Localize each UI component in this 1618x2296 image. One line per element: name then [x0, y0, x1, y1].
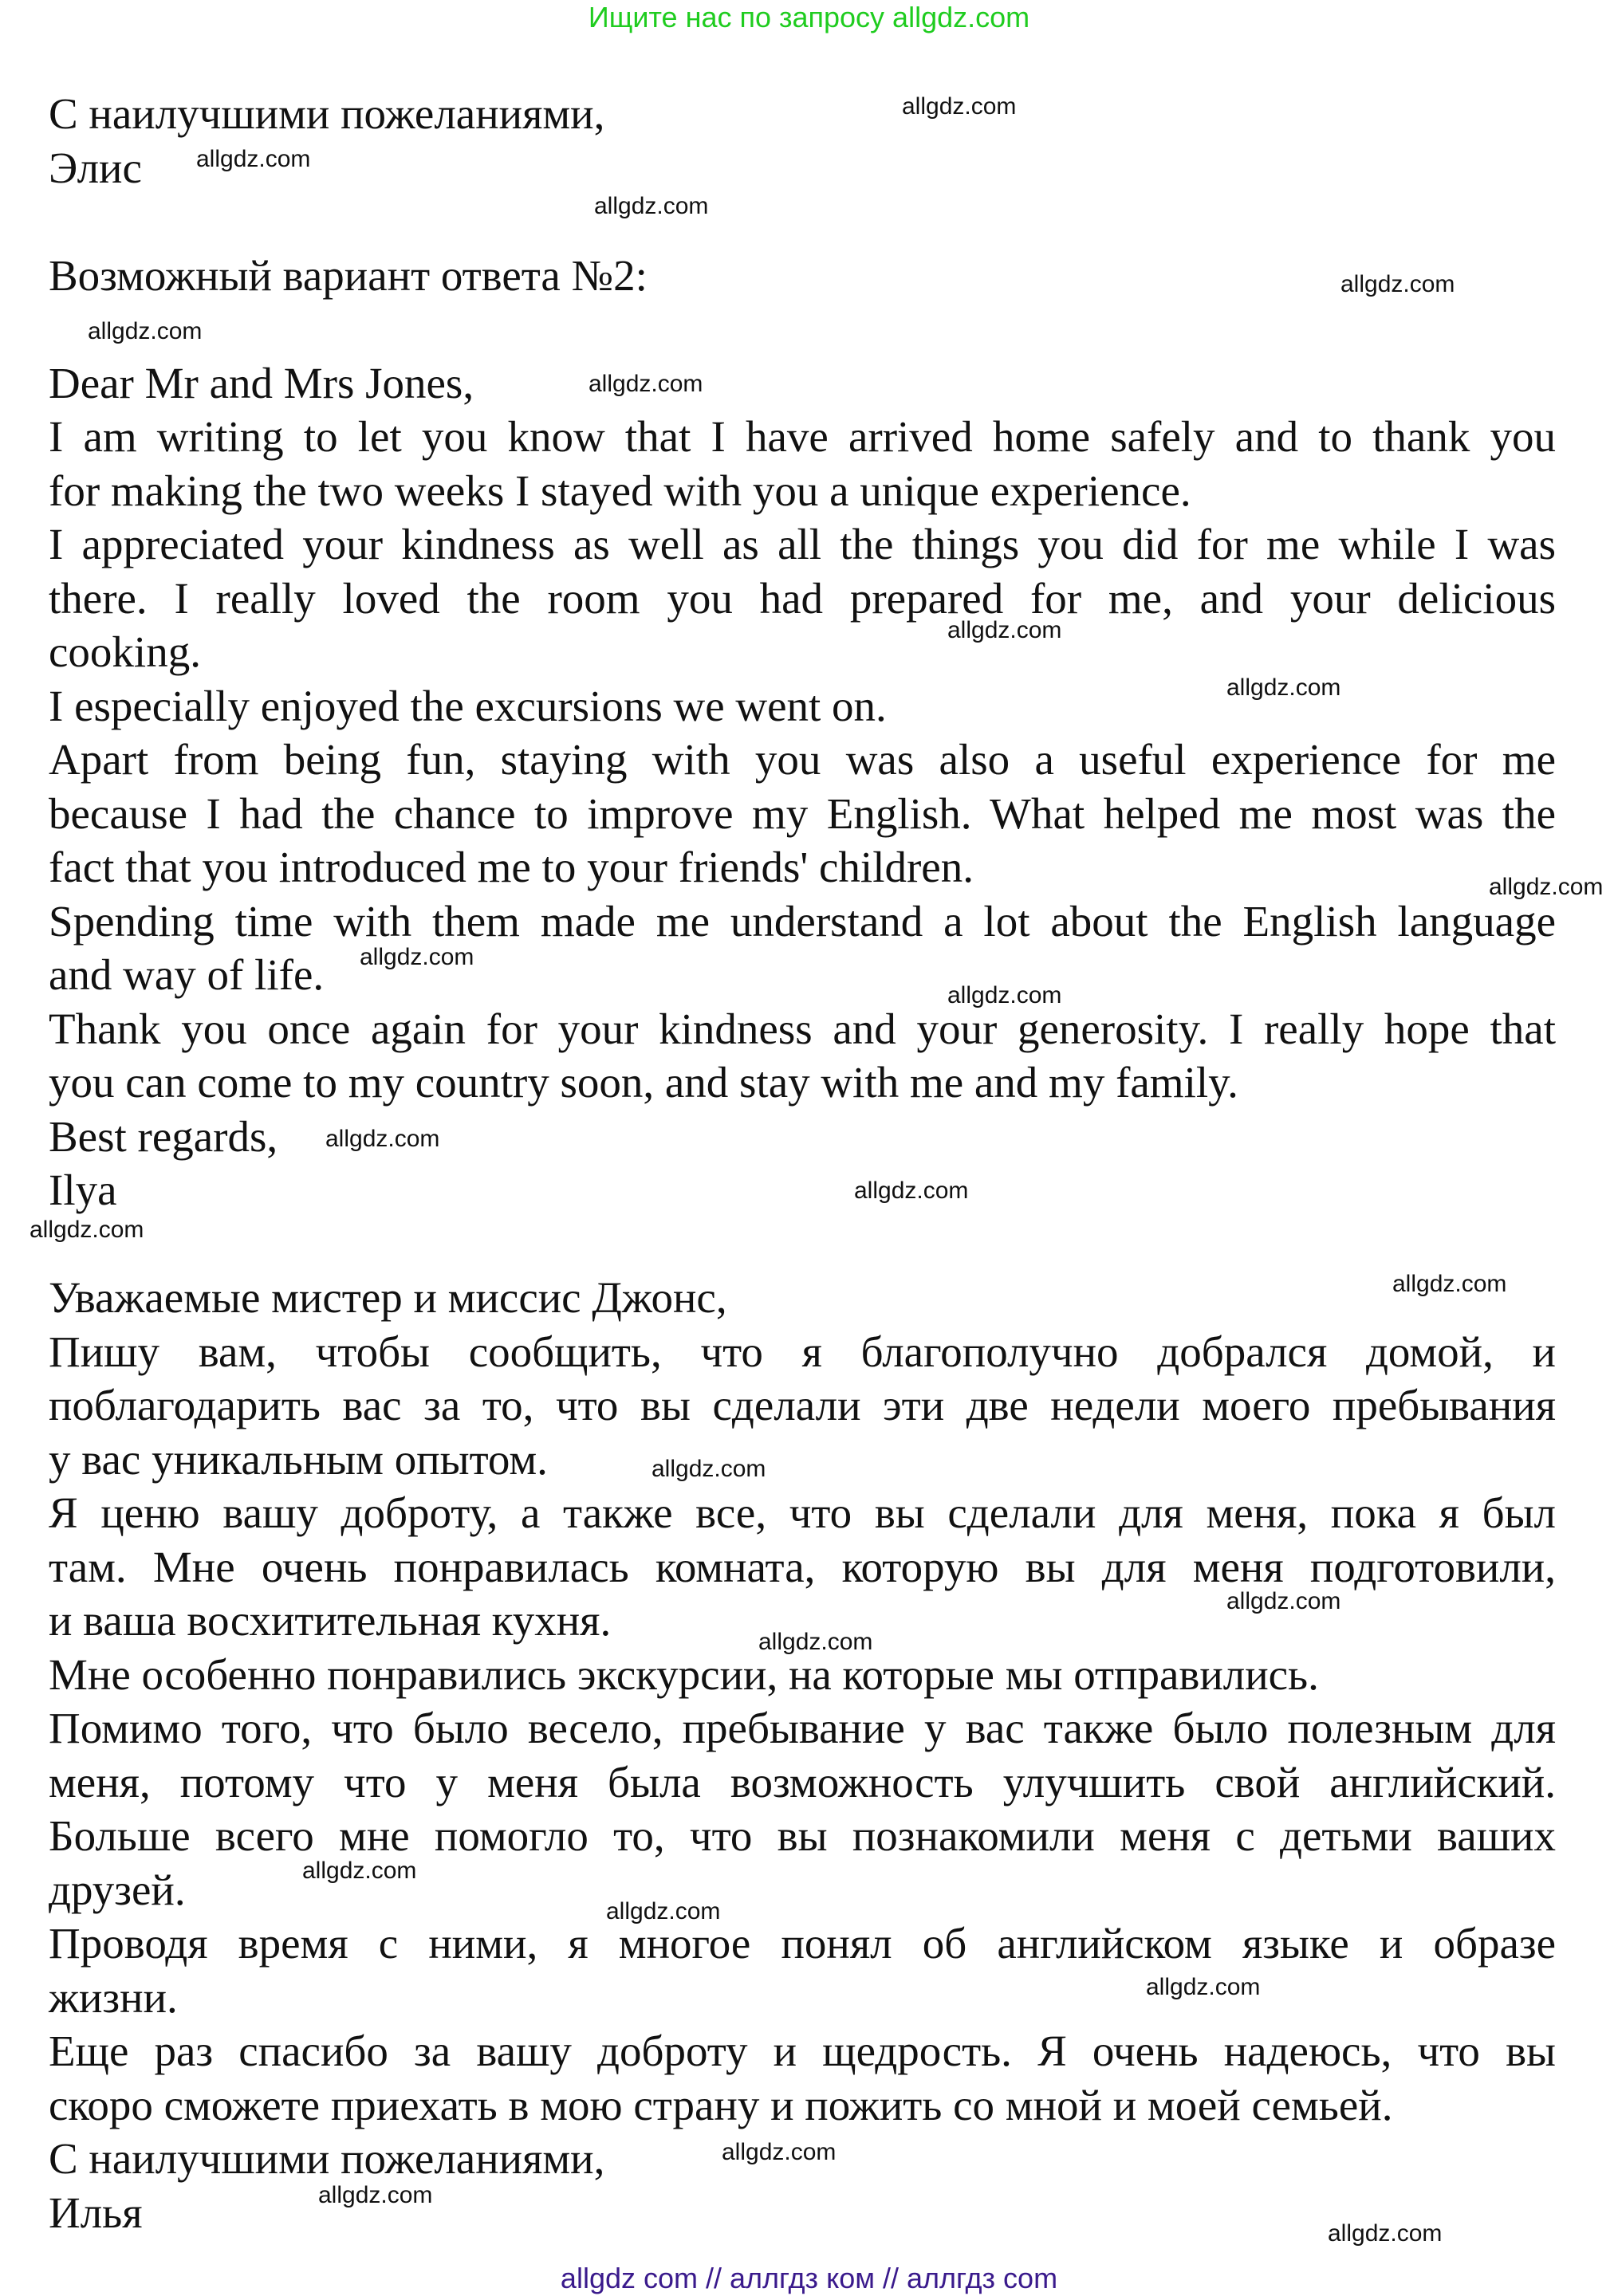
- text-line: Проводя время с ними, я многое понял об английском языке и образе: [49, 1919, 1556, 1968]
- text-line: fact that you introduced me to your friends' children.: [49, 843, 974, 891]
- text-line: Больше всего мне помогло то, что вы познакомили меня с детьми ваших: [49, 1811, 1556, 1860]
- watermark: allgdz.com: [1226, 674, 1341, 701]
- text-line: Я ценю вашу доброту, а также все, что вы сделали для меня, пока я был: [49, 1488, 1556, 1537]
- text-line: I appreciated your kindness as well as all the things you did for me while I was: [49, 520, 1556, 568]
- watermark: allgdz.com: [589, 371, 703, 397]
- text-line: I especially enjoyed the excursions we went on.: [49, 681, 887, 730]
- paragraph: [49, 1002, 1556, 1110]
- watermark: allgdz.com: [1340, 271, 1455, 297]
- blank-line: [49, 1217, 1556, 1272]
- search-promo-header: Ищите нас по запросу allgdz.com: [588, 1, 1030, 33]
- watermark: allgdz.com: [325, 1126, 440, 1152]
- watermark: allgdz.com: [758, 1629, 873, 1655]
- watermark: allgdz.com: [947, 617, 1062, 643]
- text-line: Еще раз спасибо за вашу доброту и щедрость. Я очень надеюсь, что вы: [49, 2027, 1556, 2075]
- text-line: Возможный вариант ответа №2:: [49, 250, 648, 300]
- paragraph: [49, 1163, 1556, 1217]
- text-line: жизни.: [49, 1972, 178, 2022]
- paragraph: [49, 87, 1556, 141]
- text-line: Илья: [49, 2188, 143, 2237]
- site-footer-links[interactable]: allgdz com // аллгдз ком // аллгдз com: [560, 2262, 1058, 2294]
- paragraph: [49, 1701, 1556, 1917]
- text-line: С наилучшими пожеланиями,: [49, 89, 605, 138]
- watermark: allgdz.com: [606, 1898, 721, 1924]
- text-line: и ваша восхитительная кухня.: [49, 1596, 612, 1645]
- text-line: for making the two weeks I stayed with you a unique experience.: [49, 466, 1191, 515]
- text-line: друзей.: [49, 1865, 186, 1914]
- paragraph: [49, 2024, 1556, 2132]
- text-line: Ilya: [49, 1166, 117, 1214]
- text-line: Уважаемые мистер и миссис Джонс,: [49, 1273, 727, 1322]
- paragraph: [49, 733, 1556, 894]
- watermark: allgdz.com: [947, 982, 1062, 1008]
- text-line: I am writing to let you know that I have arrived home safely and to thank you: [49, 412, 1556, 461]
- watermark: allgdz.com: [1226, 1588, 1341, 1614]
- letter-text: [49, 87, 1556, 2239]
- watermark: allgdz.com: [1392, 1271, 1507, 1297]
- paragraph: [49, 517, 1556, 679]
- text-line: Элис: [49, 143, 142, 192]
- paragraph: [49, 1325, 1556, 1487]
- paragraph: [49, 1486, 1556, 1648]
- paragraph: [49, 249, 1556, 303]
- text-line: and way of life.: [49, 950, 325, 999]
- paragraph: [49, 1271, 1556, 1325]
- text-line: Best regards,: [49, 1111, 278, 1161]
- watermark: allgdz.com: [30, 1217, 144, 1243]
- paragraph: [49, 1917, 1556, 2024]
- text-line: there. I really loved the room you had prepared for me, and your delicious: [49, 573, 1556, 623]
- text-line: Apart from being fun, staying with you was also a useful experience for me: [49, 735, 1556, 784]
- text-line: у вас уникальным опытом.: [49, 1434, 548, 1484]
- watermark: allgdz.com: [318, 2182, 433, 2208]
- watermark: allgdz.com: [652, 1456, 766, 1482]
- text-line: С наилучшими пожеланиями,: [49, 2134, 605, 2183]
- text-line: там. Мне очень понравилась комната, которую вы для меня подготовили,: [49, 1542, 1556, 1591]
- text-line: you can come to my country soon, and stay with me and my family.: [49, 1058, 1238, 1107]
- text-line: поблагодарить вас за то, что вы сделали эти две недели моего пребывания: [49, 1381, 1556, 1429]
- text-line: Thank you once again for your kindness and your generosity. I really hope that: [49, 1004, 1556, 1053]
- text-line: Пишу вам, чтобы сообщить, что я благополучно добрался домой, и: [49, 1327, 1556, 1376]
- text-line: скоро сможете приехать в мою страну и пожить со мной и моей семьей.: [49, 2080, 1393, 2129]
- text-line: Помимо того, что было весело, пребывание у вас также было полезным для: [49, 1704, 1556, 1752]
- paragraph: [49, 1110, 1556, 1164]
- blank-line: [49, 195, 1556, 249]
- text-line: because I had the chance to improve my English. What helped me most was the: [49, 788, 1556, 838]
- watermark: allgdz.com: [594, 193, 709, 219]
- paragraph: [49, 894, 1556, 1002]
- text-line: Мне особенно понравились экскурсии, на которые мы отправились.: [49, 1649, 1319, 1699]
- watermark: allgdz.com: [88, 318, 203, 344]
- text-line: меня, потому что у меня была возможность улучшить свой английский.: [49, 1757, 1556, 1807]
- watermark: allgdz.com: [722, 2139, 837, 2165]
- watermark: allgdz.com: [196, 146, 311, 172]
- watermark: allgdz.com: [1489, 874, 1604, 900]
- text-line: cooking.: [49, 627, 201, 676]
- blank-line: [49, 302, 1556, 356]
- watermark: allgdz.com: [1146, 1974, 1261, 2000]
- watermark: allgdz.com: [302, 1858, 417, 1884]
- watermark: allgdz.com: [854, 1177, 969, 1204]
- paragraph: [49, 410, 1556, 517]
- paragraph: [49, 356, 1556, 411]
- watermark: allgdz.com: [1328, 2220, 1443, 2247]
- watermark: allgdz.com: [902, 93, 1017, 120]
- text-line: Dear Mr and Mrs Jones,: [49, 358, 474, 407]
- text-line: Spending time with them made me understand a lot about the English language: [49, 896, 1556, 946]
- watermark: allgdz.com: [360, 944, 474, 970]
